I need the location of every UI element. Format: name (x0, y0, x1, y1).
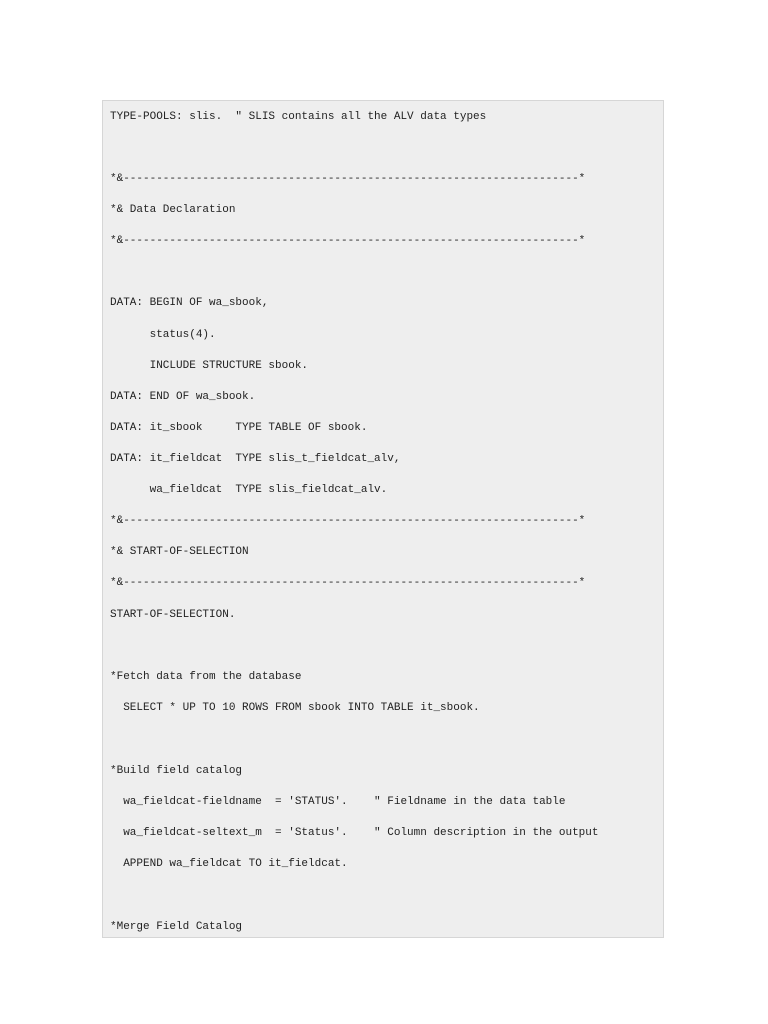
code-line: *Fetch data from the database (110, 671, 302, 683)
code-line: wa_fieldcat TYPE slis_fieldcat_alv. (110, 484, 388, 496)
code-line: *& START-OF-SELECTION (110, 546, 249, 558)
code-line: START-OF-SELECTION. (110, 609, 236, 621)
code-line: *Merge Field Catalog (110, 921, 243, 933)
code-line: DATA: it_fieldcat TYPE slis_t_fieldcat_alv, (110, 453, 401, 465)
code-line: wa_fieldcat-fieldname = 'STATUS'. " Fieldname in the data table (110, 796, 566, 808)
code-line: DATA: BEGIN OF wa_sbook, (110, 297, 269, 309)
code-line: *&---------------------------------------------------------------------* (110, 577, 586, 589)
code-line: *Build field catalog (110, 765, 243, 777)
code-line: *& Data Declaration (110, 204, 236, 216)
code-line: TYPE-POOLS: slis. " SLIS contains all the ALV data types (110, 111, 487, 123)
code-line: INCLUDE STRUCTURE sbook. (110, 360, 309, 372)
code-line: *&---------------------------------------------------------------------* (110, 235, 586, 247)
code-line: DATA: END OF wa_sbook. (110, 391, 256, 403)
code-line: status(4). (110, 329, 216, 341)
code-block (102, 100, 664, 938)
code-line: wa_fieldcat-seltext_m = 'Status'. " Column description in the output (110, 827, 599, 839)
code-line: APPEND wa_fieldcat TO it_fieldcat. (110, 858, 348, 870)
code-line: SELECT * UP TO 10 ROWS FROM sbook INTO TABLE it_sbook. (110, 702, 480, 714)
code-line: DATA: it_sbook TYPE TABLE OF sbook. (110, 422, 368, 434)
code-line: *&---------------------------------------------------------------------* (110, 515, 586, 527)
code-line: *&---------------------------------------------------------------------* (110, 173, 586, 185)
